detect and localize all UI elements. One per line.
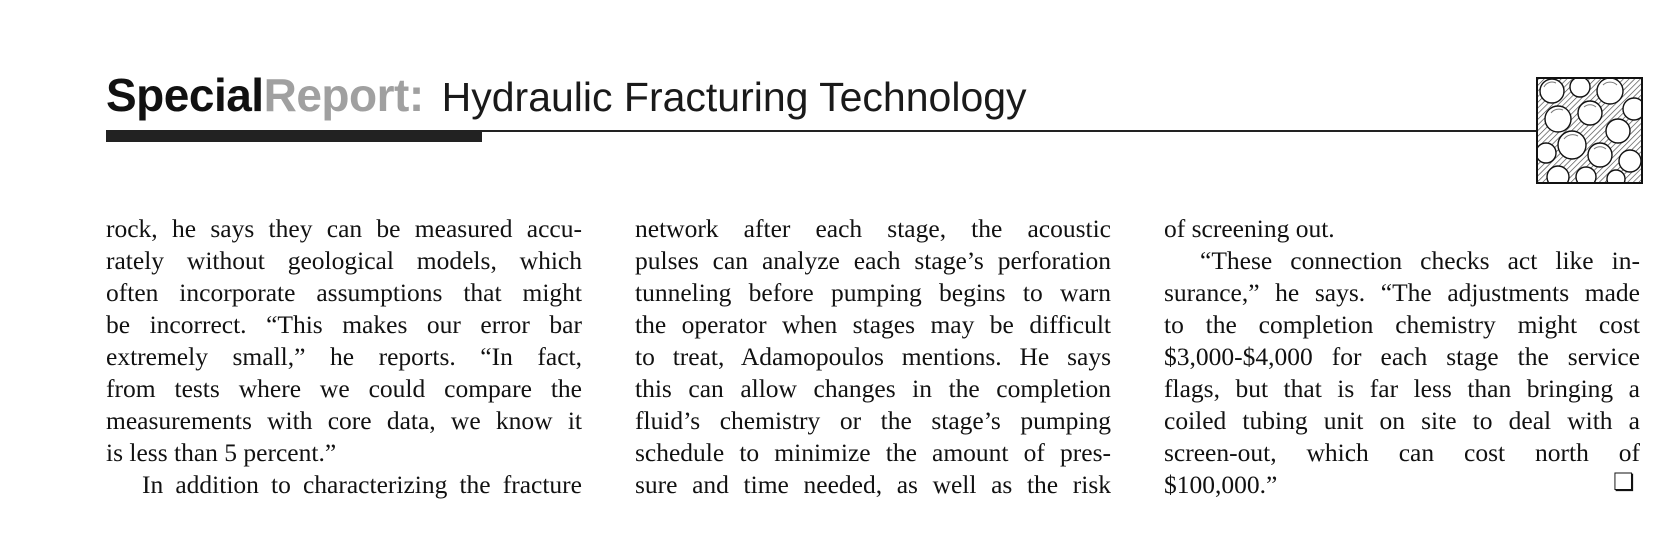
header-report: Report: — [263, 69, 424, 121]
text-line: extremely small,” he reports. “In fact, — [106, 342, 582, 371]
text-line: $100,000.” — [1164, 470, 1278, 499]
header-title — [106, 69, 1027, 121]
text-line: from tests where we could compare the — [106, 374, 582, 403]
text-line: network after each stage, the acoustic — [635, 214, 1111, 243]
text-line: fluid’s chemistry or the stage’s pumping — [635, 406, 1111, 435]
end-of-article-mark: ❏ — [1613, 468, 1635, 496]
text-line: screen-out, which can cost north of — [1164, 438, 1640, 467]
header-topic: Hydraulic Fracturing Technology — [441, 74, 1027, 120]
text-line: rately without geological models, which — [106, 246, 582, 275]
paragraph — [1164, 213, 1640, 245]
text-line: is less than 5 percent.” — [106, 438, 337, 467]
text-line: tunneling before pumping begins to warn — [635, 278, 1111, 307]
text-column-2 — [635, 213, 1111, 501]
text-line: In addition to characterizing the fracture — [142, 470, 582, 499]
text-line: rock, he says they can be measured accu- — [106, 214, 582, 243]
text-line: sure and time needed, as well as the risk — [635, 470, 1111, 499]
header-special: Special — [106, 69, 264, 121]
paragraph — [635, 213, 1111, 501]
text-line: of screening out. — [1164, 214, 1335, 243]
report-header — [106, 70, 1536, 140]
text-line: often incorporate assumptions that might — [106, 278, 582, 307]
text-line: surance,” he says. “The adjustments made — [1164, 278, 1640, 307]
text-line: “These connection checks act like in- — [1200, 246, 1640, 275]
text-line: this can allow changes in the completion — [635, 374, 1111, 403]
text-line: to the completion chemistry might cost — [1164, 310, 1640, 339]
paragraph — [106, 469, 582, 501]
text-line: flags, but that is far less than bringing a — [1164, 374, 1640, 403]
text-line: measurements with core data, we know it — [106, 406, 582, 435]
text-column-1 — [106, 213, 582, 501]
text-line: coiled tubing unit on site to deal with a — [1164, 406, 1640, 435]
text-line: the operator when stages may be difficult — [635, 310, 1111, 339]
paragraph — [1164, 245, 1640, 501]
header-accent-bar — [106, 132, 482, 142]
text-line: to treat, Adamopoulos mentions. He says — [635, 342, 1111, 371]
text-column-3 — [1164, 213, 1640, 501]
proppant-spheres-icon — [1536, 77, 1643, 184]
text-line: $3,000-$4,000 for each stage the service — [1164, 342, 1640, 371]
text-line: schedule to minimize the amount of pres- — [635, 438, 1111, 467]
paragraph — [106, 213, 582, 469]
text-line: pulses can analyze each stage’s perforation — [635, 246, 1111, 275]
text-line: be incorrect. “This makes our error bar — [106, 310, 582, 339]
